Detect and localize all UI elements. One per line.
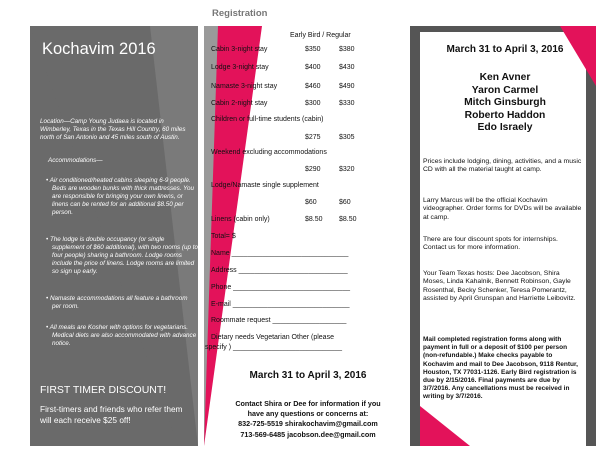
registration-title: Registration	[212, 8, 268, 19]
option-label: Cabin 3-night stay	[211, 46, 268, 53]
brochure-title: Kochavim 2016	[42, 40, 156, 58]
team-texas-note: Your Team Texas hosts: Dee Jacobson, Shira Moses, Linda Kahalnik, Bennett Robinson, Gayle Rosenthal, Becky Schenker, Teresa Pomerantz, assisted by April Grunspan and Harriette Leibovitz.	[423, 270, 576, 303]
children-label: Children or full-time students (cabin)	[211, 116, 324, 123]
email-field[interactable]: E-mail ______________________________	[211, 301, 350, 308]
option-label: Cabin 2-night stay	[211, 100, 268, 107]
location-text: Location—Camp Young Judaea is located in Wimberley, Texas in the Texas Hill Country, 60 miles north of San Antonio and 45 miles south of Austin.	[40, 118, 186, 141]
team-member: Ken Avner	[479, 72, 531, 83]
team-member: Edo Israely	[477, 122, 533, 134]
option-label: Lodge 3-night stay	[211, 64, 269, 71]
early-price: $60	[305, 199, 317, 206]
accommodation-bullet: • Namaste accommodations all feature a bathroom per room.	[46, 295, 188, 310]
early-price: $8.50	[305, 216, 323, 223]
left-panel	[30, 26, 198, 446]
early-price: $460	[305, 83, 321, 90]
contact-info	[208, 399, 408, 440]
early-price: $350	[305, 46, 321, 53]
phone-field[interactable]: Phone ______________________________	[211, 284, 350, 291]
accommodations-heading: Accommodations—	[48, 157, 103, 164]
first-timer-text: First-timers and friends who refer them will each receive $25 off!	[40, 404, 183, 425]
discount-note: There are four discount spots for internships. Contact us for more information.	[423, 236, 558, 252]
linens-label: Linens (cabin only)	[211, 216, 270, 223]
team-member: Mitch Ginsburgh	[464, 97, 546, 109]
regular-price: $490	[339, 83, 355, 90]
videographer-note: Larry Marcus will be the official Kochavim videographer. Order forms for DVDs will be available at camp.	[423, 197, 582, 221]
first-timer-heading: FIRST TIMER DISCOUNT!	[40, 384, 167, 396]
name-field[interactable]: Name ______________________________	[211, 250, 349, 257]
weekend-label: Weekend excluding accommodations	[211, 149, 327, 156]
regular-price: $380	[339, 46, 355, 53]
regular-price: $8.50	[339, 216, 357, 223]
roommate-field[interactable]: Roommate request ___________________	[211, 317, 347, 324]
dietary-specify-field[interactable]: specify ) ____________________________	[205, 344, 343, 351]
option-label: Namaste 3-night stay	[211, 83, 278, 90]
accommodation-bullet: • All meals are Kosher with options for vegetarians. Medical diets are also accommodated with advance notice.	[46, 324, 197, 347]
address-field[interactable]: Address ____________________________	[211, 267, 348, 274]
early-price: $300	[305, 100, 321, 107]
contact-line: 832-725-5519 shirakochavim@gmail.com	[238, 419, 378, 429]
early-price: $275	[305, 134, 321, 141]
regular-price: $305	[339, 134, 355, 141]
regular-price: $330	[339, 100, 355, 107]
regular-price: $430	[339, 64, 355, 71]
team-member: Roberto Haddon	[464, 109, 546, 121]
contact-line: have any questions or concerns at:	[247, 409, 369, 419]
dietary-needs-label[interactable]: Dietary needs Vegetarian Other (please	[211, 334, 334, 341]
team-names	[420, 72, 590, 135]
accommodation-bullet: • Air conditioned/heated cabins sleeping 6-9 people. Beds are wooden bunks with thick mattresses. You are responsible for bringing your own linens, or linens can be rented for an additional $8.50 per person.	[46, 177, 194, 216]
contact-line: Contact Shira or Dee for information if you	[235, 399, 381, 408]
regular-price: $60	[339, 199, 351, 206]
prices-note: Prices include lodging, dining, activities, and a music CD with all the material taught at camp.	[423, 158, 582, 174]
early-price: $400	[305, 64, 321, 71]
accommodation-bullet: • The lodge is double occupancy (or single supplement of $60 additional), with two rooms (up to four people) sharing a bathroom. Lodge rooms include the price of linens. Lodge rooms are limited so sign up early.	[46, 236, 198, 275]
contact-line: 713-569-6485 jacobson.dee@gmail.com	[240, 429, 376, 439]
early-price: $290	[305, 166, 321, 173]
regular-price: $320	[339, 166, 355, 173]
right-event-dates: March 31 to April 3, 2016	[446, 44, 564, 55]
event-dates: March 31 to April 3, 2016	[249, 370, 367, 381]
supplement-label: Lodge/Namaste single supplement	[211, 182, 319, 189]
team-member: Yaron Carmel	[471, 84, 539, 96]
price-header: Early Bird / Regular	[290, 32, 351, 39]
mail-instructions: Mail completed registration forms along with payment in full or a deposit of $100 per person (non-refundable.) Make checks payable to Kochavim and mail to Dee Jacobson, 9118 Rentur, Houston, TX 77031-1126. Early Bird registration is due by 2/15/2016. Final payments are due by 3/7/2016. Any cancellations must be received in writing by 3/7/2016.	[423, 336, 578, 401]
total-field[interactable]: Total= $	[211, 233, 236, 240]
